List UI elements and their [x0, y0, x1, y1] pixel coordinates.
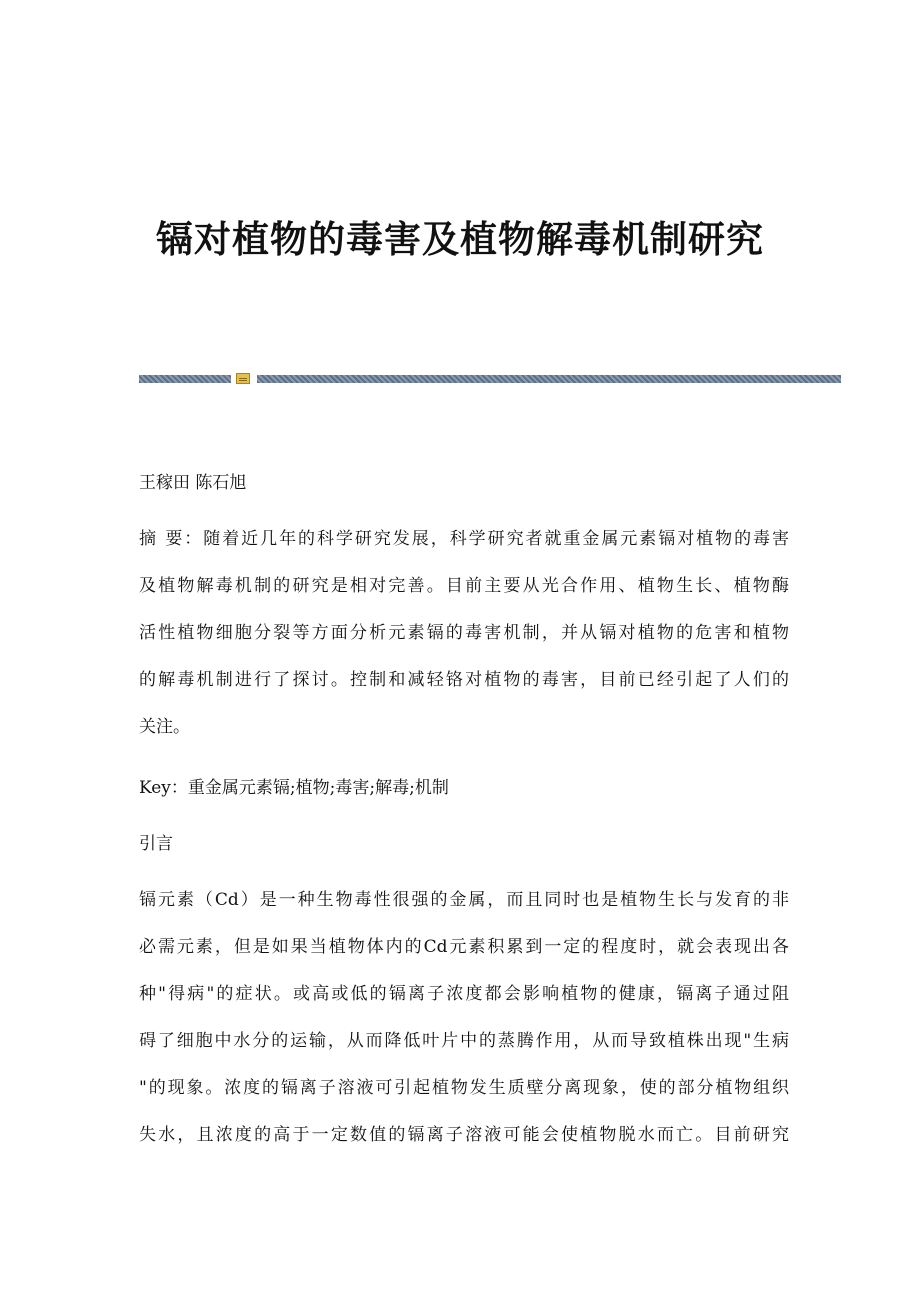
section-heading: 引言: [139, 834, 173, 854]
intro-line: 种"得病"的症状。或高或低的镉离子浓度都会影响植物的健康，镉离子通过阻: [139, 984, 789, 1004]
abstract-line: 摘 要：随着近几年的科学研究发展，科学研究者就重金属元素镉对植物的毒害: [139, 529, 790, 549]
abstract-line: 及植物解毒机制的研究是相对完善。目前主要从光合作用、植物生长、植物酶: [139, 576, 789, 596]
intro-paragraph: [139, 889, 789, 1171]
divider-bar-left: [139, 375, 231, 383]
intro-line: 镉元素（Cd）是一种生物毒性很强的金属，而且同时也是植物生长与发育的非: [139, 890, 789, 910]
abstract-line: 关注。: [139, 717, 190, 737]
divider-ornament-icon: [236, 373, 250, 384]
keywords-label: Key：: [139, 778, 188, 798]
authors: 王稼田 陈石旭: [139, 473, 247, 493]
title-divider: [139, 372, 841, 386]
intro-line: 必需元素，但是如果当植物体内的Cd元素积累到一定的程度时，就会表现出各: [139, 937, 789, 957]
document-title: 镉对植物的毒害及植物解毒机制研究: [156, 218, 764, 261]
intro-line: "的现象。浓度的镉离子溶液可引起植物发生质壁分离现象，使的部分植物组织: [139, 1078, 789, 1098]
keywords-text: 重金属元素镉;植物;毒害;解毒;机制: [187, 778, 449, 798]
abstract: [139, 528, 789, 763]
abstract-line: 活性植物细胞分裂等方面分析元素镉的毒害机制，并从镉对植物的危害和植物: [139, 623, 789, 643]
intro-line: 失水，且浓度的高于一定数值的镉离子溶液可能会使植物脱水而亡。目前研究: [139, 1125, 789, 1145]
intro-line: 碍了细胞中水分的运输，从而降低叶片中的蒸腾作用，从而导致植株出现"生病: [139, 1031, 789, 1051]
divider-bar-right: [257, 375, 841, 383]
keywords: [139, 777, 789, 799]
abstract-label: 摘 要：: [139, 529, 204, 549]
abstract-line: 的解毒机制进行了探讨。控制和减轻铬对植物的毒害，目前已经引起了人们的: [139, 670, 789, 690]
